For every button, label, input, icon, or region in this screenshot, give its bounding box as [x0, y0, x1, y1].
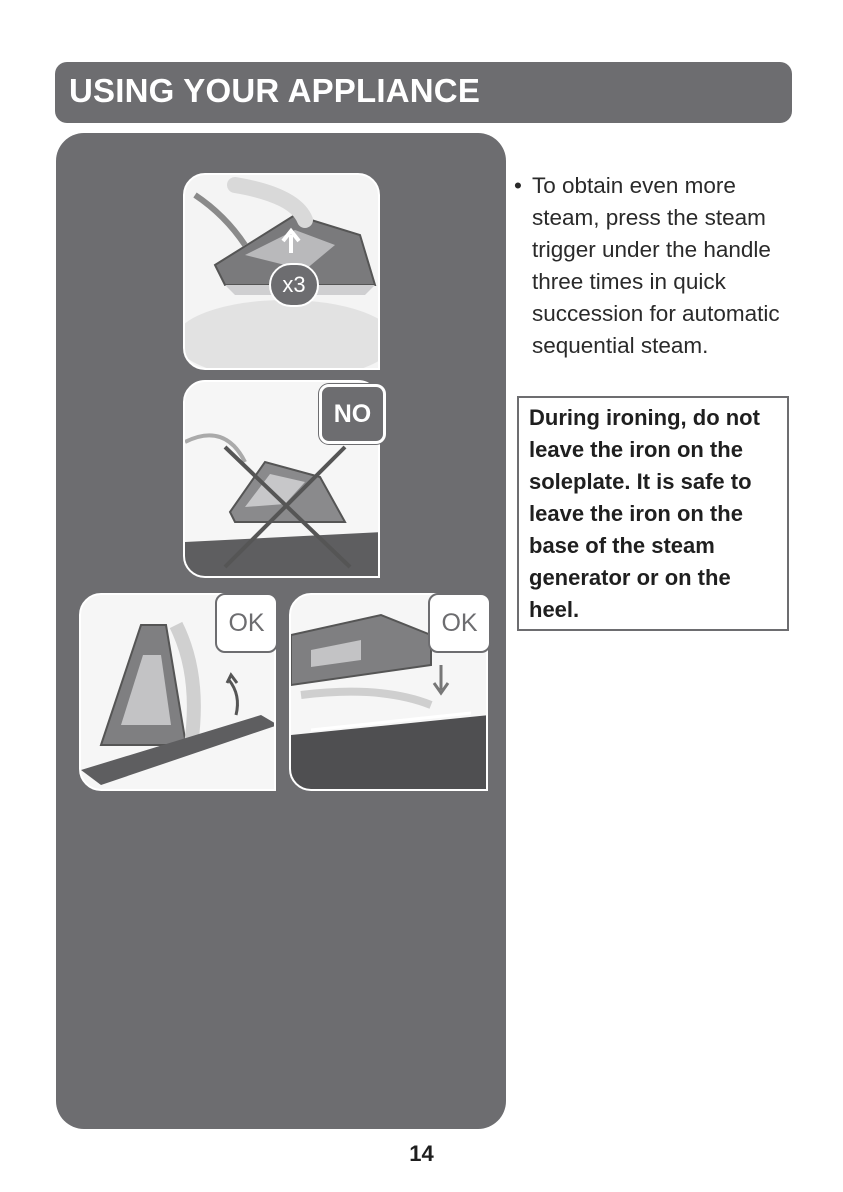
press-count-badge: x3: [269, 263, 319, 307]
no-badge: NO: [319, 384, 386, 444]
ok-badge: OK: [428, 593, 491, 653]
ok-badge: OK: [215, 593, 278, 653]
instruction-text: To obtain even more steam, press the steam trigger under the handle three times in quick succession for automatic sequential steam.: [532, 173, 780, 358]
warning-text: During ironing, do not leave the iron on the soleplate. It is safe to leave the iron on the base of the steam generator or on the heel.: [529, 405, 760, 622]
bullet-marker: •: [514, 173, 522, 198]
section-title: USING YOUR APPLIANCE: [69, 72, 481, 109]
page-number: 14: [409, 1141, 434, 1166]
warning-box: [517, 396, 789, 631]
section-header: [55, 62, 792, 123]
steam-instruction: [514, 170, 794, 362]
